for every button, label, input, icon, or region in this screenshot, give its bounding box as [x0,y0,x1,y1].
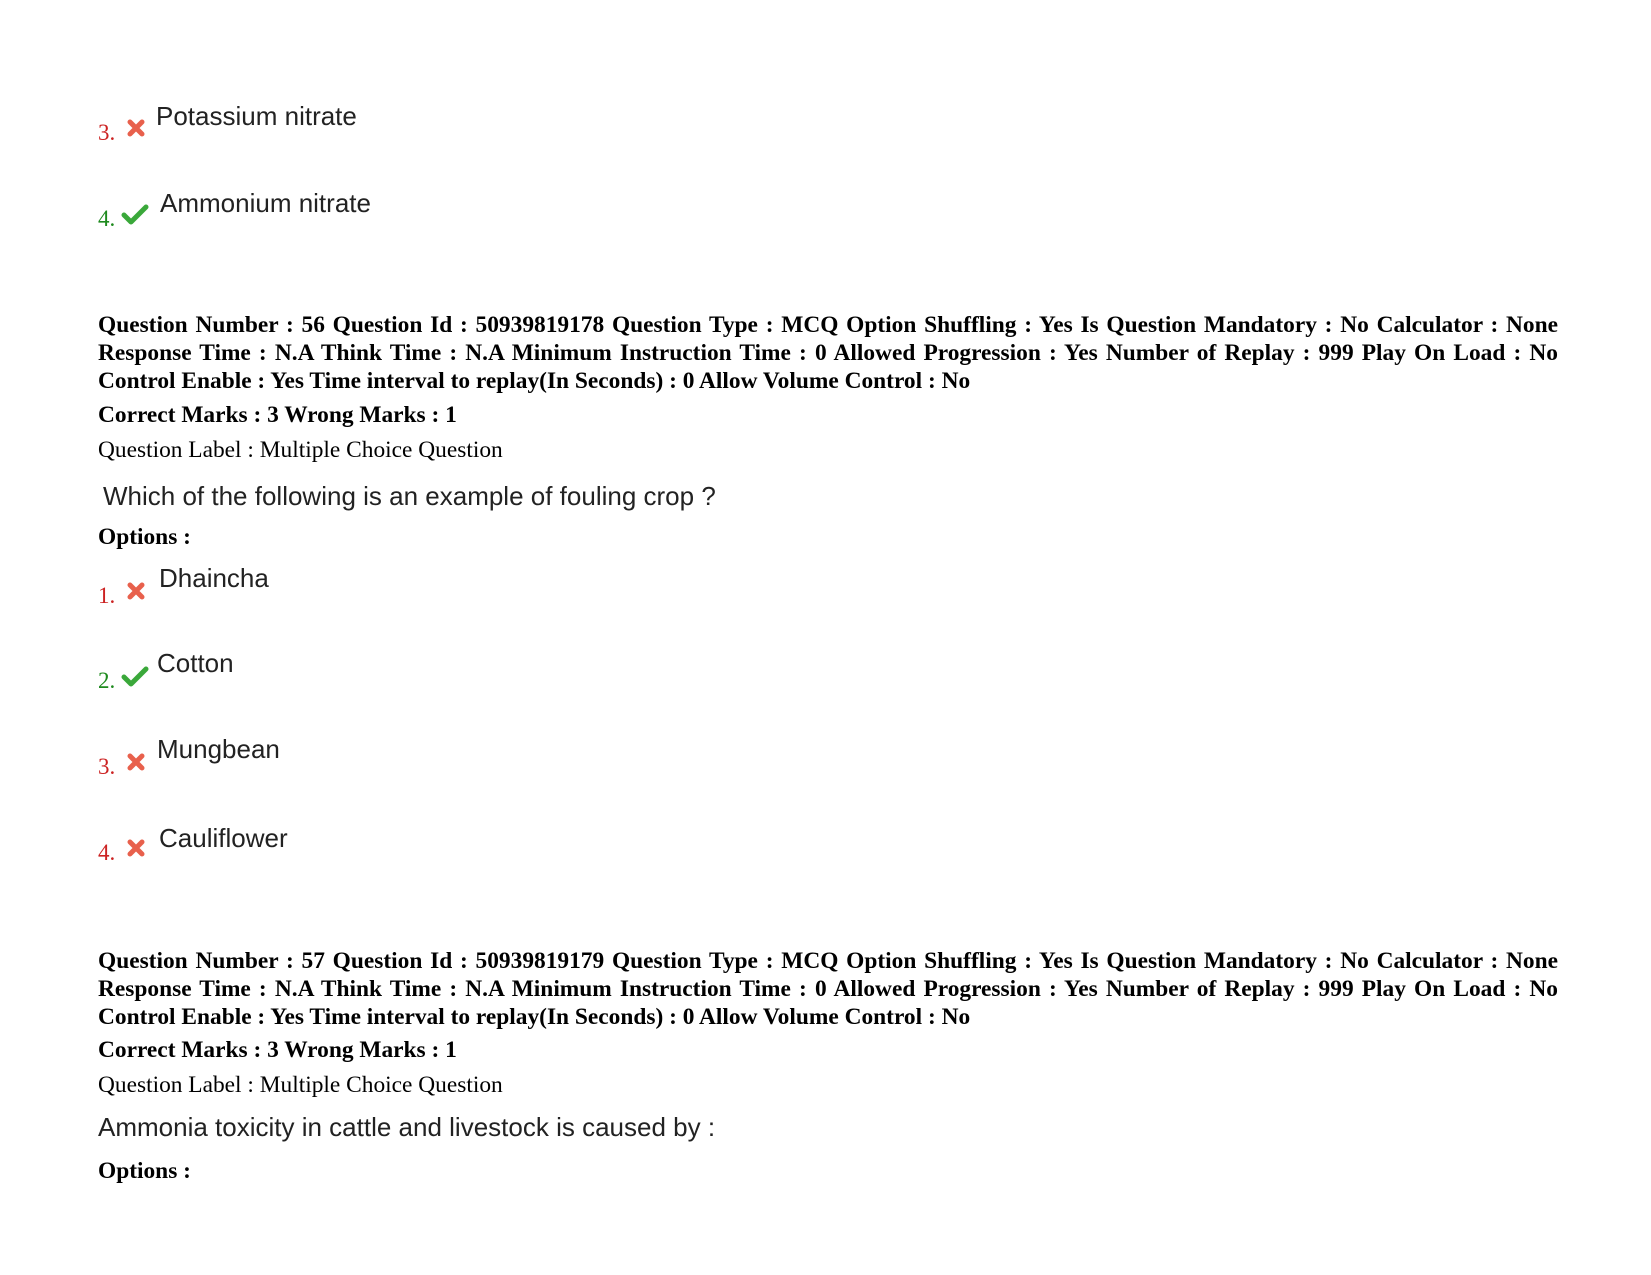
options-heading: Options : [98,524,191,550]
option-number: 4. [98,206,116,231]
question-text: Ammonia toxicity in cattle and livestock is caused by : [98,1112,716,1142]
question-label: Question Label : Multiple Choice Question [98,437,503,463]
option-number: 3. [98,754,116,779]
check-icon [121,202,149,226]
options-heading: Options : [98,1158,191,1184]
cross-icon [124,836,148,860]
option-text: Cauliflower [159,823,288,853]
option-text: Mungbean [157,734,280,764]
option-text: Dhaincha [159,563,269,593]
option-text: Cotton [157,648,234,678]
option-text: Potassium nitrate [156,101,357,131]
cross-icon [124,579,148,603]
option-text: Ammonium nitrate [160,188,371,218]
option-number: 3. [98,120,116,145]
question-marks: Correct Marks : 3 Wrong Marks : 1 [98,1037,457,1063]
question-marks: Correct Marks : 3 Wrong Marks : 1 [98,402,457,428]
question-text: Which of the following is an example of fouling crop ? [103,481,716,511]
option-number: 1. [98,583,116,608]
option-number: 2. [98,668,116,693]
cross-icon [124,750,148,774]
question-label: Question Label : Multiple Choice Question [98,1072,503,1098]
check-icon [121,664,149,688]
question-meta: Question Number : 57 Question Id : 50939819179 Question Type : MCQ Option Shuffling : Yes Is Question Mandatory : No Calculator : None Response Time : N.A Think Time : N.A Minimum Instruction Time : 0 Allowed Progression : Yes Number of Replay : 999 Play On Load : No Control Enable : Yes Time interval to replay(In Seconds) : 0 Allow Volume Control : No [98,948,1558,1030]
cross-icon [124,116,148,140]
option-number: 4. [98,840,116,865]
question-meta: Question Number : 56 Question Id : 50939819178 Question Type : MCQ Option Shuffling : Yes Is Question Mandatory : No Calculator : None Response Time : N.A Think Time : N.A Minimum Instruction Time : 0 Allowed Progression : Yes Number of Replay : 999 Play On Load : No Control Enable : Yes Time interval to replay(In Seconds) : 0 Allow Volume Control : No [98,312,1558,394]
